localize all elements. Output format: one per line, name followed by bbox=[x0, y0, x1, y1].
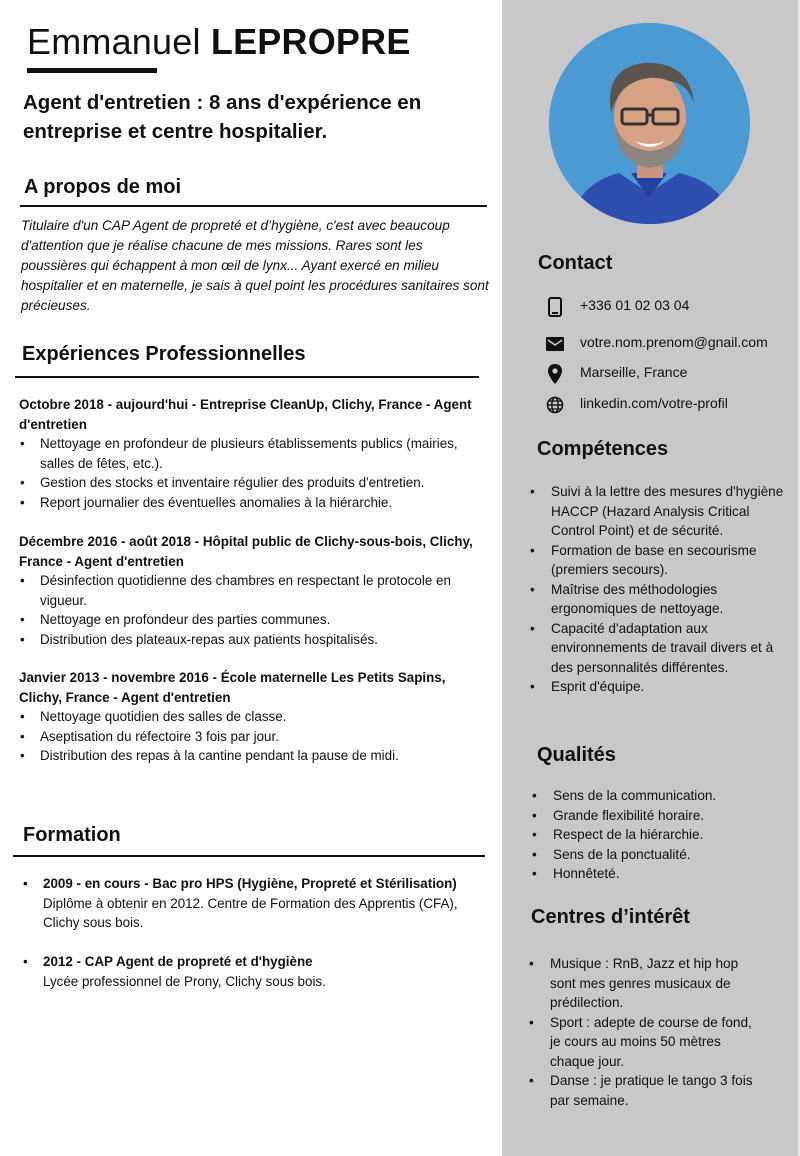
portrait-illustration bbox=[549, 23, 750, 224]
job-bullet: • Désinfection quotidienne des chambres en respectant le protocole en vigueur. bbox=[19, 571, 489, 610]
qualities-title: Qualités bbox=[537, 744, 616, 766]
skill-item: • Formation de base en secourisme (premiers secours). bbox=[529, 541, 791, 580]
contact-linkedin bbox=[545, 394, 728, 416]
interest-item: • Danse : je pratique le tango 3 fois par semaine. bbox=[528, 1071, 758, 1110]
job-entry bbox=[19, 395, 489, 512]
education-entry bbox=[22, 874, 462, 933]
skill-item: • Suivi à la lettre des mesures d'hygiène HACCP (Hazard Analysis Critical Control Point) et de sécurité. bbox=[529, 482, 791, 541]
contact-title: Contact bbox=[538, 252, 613, 274]
contact-email bbox=[545, 333, 768, 355]
job-bullet: • Distribution des plateaux-repas aux patients hospitalisés. bbox=[19, 630, 489, 650]
email-icon bbox=[545, 334, 565, 354]
skill-item: • Esprit d'équipe. bbox=[529, 677, 791, 697]
job-bullet: • Report journalier des éventuelles anomalies à la hiérarchie. bbox=[19, 493, 489, 513]
job-bullet: • Aseptisation du réfectoire 3 fois par jour. bbox=[19, 727, 489, 747]
experience-title: Expériences Professionnelles bbox=[22, 343, 306, 365]
quality-item: • Grande flexibilité horaire. bbox=[531, 806, 791, 826]
quality-item: • Sens de la ponctualité. bbox=[531, 845, 791, 865]
globe-icon bbox=[545, 395, 565, 415]
contact-location bbox=[545, 363, 688, 385]
quality-item: • Sens de la communication. bbox=[531, 786, 791, 806]
about-title: A propos de moi bbox=[24, 176, 182, 198]
quality-item: • Honnêteté. bbox=[531, 864, 791, 884]
job-heading: Décembre 2016 - août 2018 - Hôpital public de Clichy-sous-bois, Clichy, France - Agent d'entretien bbox=[19, 534, 473, 569]
interests-list bbox=[528, 954, 758, 1110]
interests-title: Centres d’intérêt bbox=[531, 906, 690, 928]
profile-photo bbox=[549, 23, 750, 224]
job-heading: Octobre 2018 - aujourd'hui - Entreprise CleanUp, Clichy, France - Agent d'entretien bbox=[19, 397, 472, 432]
education-degree: 2012 - CAP Agent de propreté et d'hygiène bbox=[43, 954, 313, 969]
candidate-name bbox=[27, 20, 411, 64]
job-bullet: • Distribution des repas à la cantine pendant la pause de midi. bbox=[19, 746, 489, 766]
contact-phone bbox=[545, 296, 690, 318]
job-entry bbox=[19, 532, 489, 649]
location-pin-icon bbox=[545, 364, 565, 384]
job-bullet: • Nettoyage en profondeur des parties communes. bbox=[19, 610, 489, 630]
interest-item: • Sport : adepte de course de fond, je cours au moins 50 mètres chaque jour. bbox=[528, 1013, 758, 1072]
skill-item: • Maîtrise des méthodologies ergonomiques de nettoyage. bbox=[529, 580, 791, 619]
job-bullet: • Nettoyage en profondeur de plusieurs établissements publics (mairies, salles de fêtes, etc.). bbox=[19, 434, 489, 473]
interest-item: • Musique : RnB, Jazz et hip hop sont mes genres musicaux de prédilection. bbox=[528, 954, 758, 1013]
headline: Agent d'entretien : 8 ans d'expérience en entreprise et centre hospitalier. bbox=[23, 91, 422, 143]
education-details: Lycée professionnel de Prony, Clichy sous bois. bbox=[43, 973, 326, 989]
name-underline bbox=[27, 68, 157, 73]
education-divider bbox=[13, 855, 485, 857]
education-title: Formation bbox=[23, 824, 121, 846]
qualities-list bbox=[531, 786, 791, 884]
job-bullet: • Gestion des stocks et inventaire régulier des produits d'entretien. bbox=[19, 473, 489, 493]
email-address[interactable]: votre.nom.prenom@gnail.com bbox=[580, 334, 768, 350]
job-heading: Janvier 2013 - novembre 2016 - École maternelle Les Petits Sapins, Clichy, France - Agent d'entretien bbox=[19, 670, 446, 705]
phone-number: +336 01 02 03 04 bbox=[580, 297, 690, 313]
first-name: Emmanuel bbox=[27, 21, 201, 62]
last-name: LEPROPRE bbox=[210, 21, 411, 62]
skill-item: • Capacité d'adaptation aux environnements de travail divers et à des personnalités différentes. bbox=[529, 619, 791, 678]
education-details: Diplôme à obtenir en 2012. Centre de Formation des Apprentis (CFA), Clichy sous bois. bbox=[43, 895, 458, 930]
education-item bbox=[22, 952, 462, 991]
about-text: Titulaire d'un CAP Agent de propreté et d’hygiène, c'est avec beaucoup d'attention que je réalise chacune de mes missions. Rares sont les poussières qui échappent à mon œil de lynx... Ayant exercé en milieu hospitalier et en maternelle, je sais à quel point les procédures sanitaires sont précieuses. bbox=[21, 218, 489, 313]
location: Marseille, France bbox=[580, 364, 688, 380]
education-item bbox=[22, 874, 462, 933]
quality-item: • Respect de la hiérarchie. bbox=[531, 825, 791, 845]
education-entry bbox=[22, 952, 462, 991]
skills-list bbox=[529, 482, 791, 697]
job-bullet: • Nettoyage quotidien des salles de classe. bbox=[19, 707, 489, 727]
education-degree: 2009 - en cours - Bac pro HPS (Hygiène, Propreté et Stérilisation) bbox=[43, 876, 457, 891]
skills-title: Compétences bbox=[537, 438, 669, 460]
phone-icon bbox=[545, 297, 565, 317]
experience-divider bbox=[15, 376, 479, 378]
linkedin-link[interactable]: linkedin.com/votre-profil bbox=[580, 395, 728, 411]
about-divider bbox=[20, 205, 487, 207]
job-entry bbox=[19, 668, 489, 766]
